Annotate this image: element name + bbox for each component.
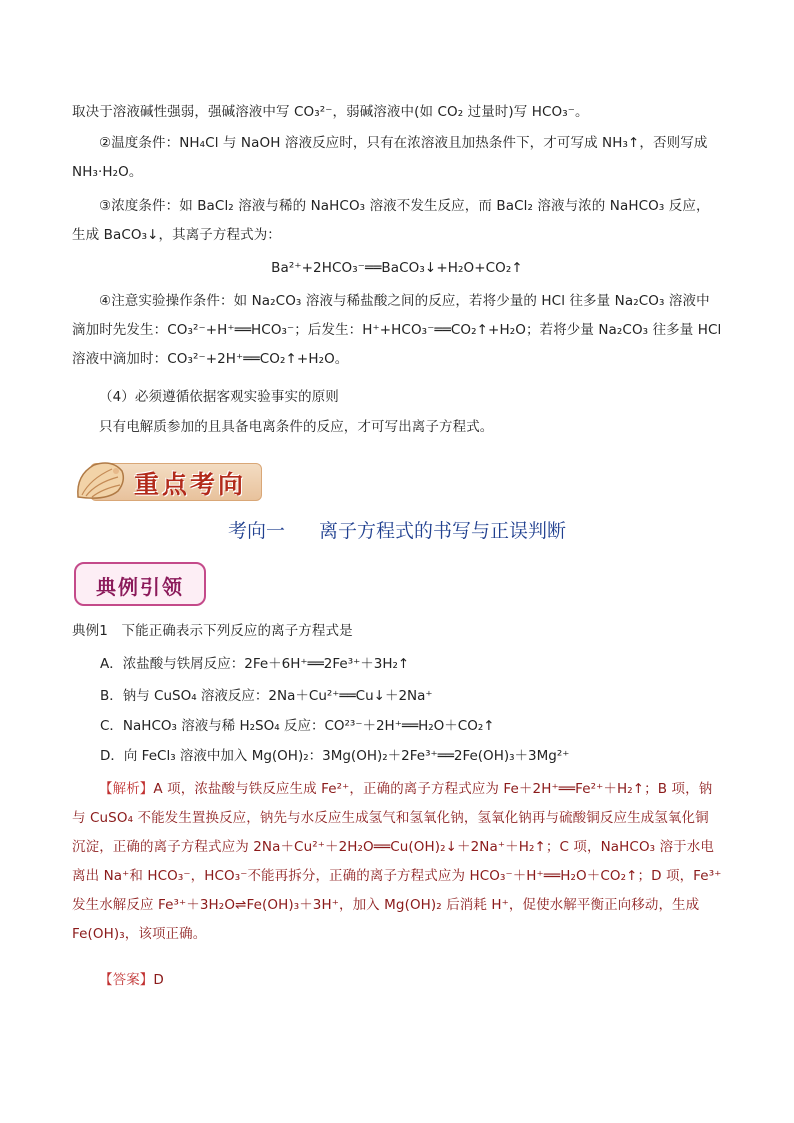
temperature-condition: ②温度条件：NH₄Cl 与 NaOH 溶液反应时，只有在浓溶液且加热条件下，才可写成 NH₃↑，否则写成 NH₃·H₂O。 [72, 135, 708, 180]
answer-value: D [153, 972, 164, 988]
example-question: 典例1 下能正确表示下列反应的离子方程式是 [72, 623, 353, 639]
intro-line: 取决于溶液碱性强弱，强碱溶液中写 CO₃²⁻，弱碱溶液中(如 CO₂ 过量时)写 HCO₃⁻。 [72, 104, 589, 120]
option-c: C．NaHCO₃ 溶液与稀 H₂SO₄ 反应：CO²³⁻＋2H⁺══H₂O＋CO₂↑ [100, 718, 495, 734]
option-d: D．向 FeCl₃ 溶液中加入 Mg(OH)₂：3Mg(OH)₂＋2Fe³⁺══2Fe(OH)₃＋3Mg²⁺ [100, 748, 570, 764]
concentration-condition: ③浓度条件：如 BaCl₂ 溶液与稀的 NaHCO₃ 溶液不发生反应，而 BaCl₂ 溶液与浓的 NaHCO₃ 反应，生成 BaCO₃↓，其离子方程式为： [72, 198, 710, 243]
concentration-equation: Ba²⁺+2HCO₃⁻══BaCO₃↓+H₂O+CO₂↑ [271, 260, 523, 276]
answer-line [72, 966, 722, 995]
banner-title: 重点考向 [134, 470, 247, 499]
answer-tag: 【答案】 [99, 972, 154, 988]
section-heading [0, 516, 794, 543]
rule-4-heading: （4）必须遵循依据客观实验事实的原则 [99, 389, 339, 405]
option-a: A．浓盐酸与铁屑反应：2Fe＋6H⁺══2Fe³⁺＋3H₂↑ [100, 656, 410, 672]
section-title: 离子方程式的书写与正误判断 [319, 520, 567, 542]
seashell-icon [72, 457, 128, 505]
key-direction-banner [72, 455, 264, 507]
rule-4-description: 只有电解质参加的且具备电离条件的反应，才可写出离子方程式。 [99, 419, 494, 435]
badge-title: 典例引领 [96, 575, 184, 599]
analysis-tag: 【解析】 [99, 781, 154, 797]
analysis-text: A 项，浓盐酸与铁反应生成 Fe²⁺，正确的离子方程式应为 Fe＋2H⁺══Fe²⁺＋H₂↑；B 项，钠与 CuSO₄ 不能发生置换反应，钠先与水反应生成氢气和氢氧化钠，氢氧化钠再与硫酸铜反应生成氢氧化铜沉淀，正确的离子方程式应为 2Na＋Cu²⁺＋2H₂O══Cu(OH)₂↓＋2Na⁺＋H₂↑；C 项，NaHCO₃ 溶于水电离出 Na⁺和 HCO₃⁻，HCO₃⁻不能再拆分，正确的离子方程式应为 HCO₃⁻＋H⁺══H₂O＋CO₂↑；D 项，Fe³⁺发生水解反应 Fe³⁺＋3H₂O⇌Fe(OH)₃＋3H⁺，加入 Mg(OH)₂ 后消耗 H⁺，促使水解平衡正向移动，生成 Fe(OH)₃，该项正确。 [72, 781, 722, 942]
option-b: B．钠与 CuSO₄ 溶液反应：2Na＋Cu²⁺══Cu↓＋2Na⁺ [100, 688, 433, 704]
section-number: 考向一 [227, 520, 285, 542]
analysis-paragraph [72, 775, 722, 949]
example-badge [74, 562, 206, 606]
operation-condition: ④注意实验操作条件：如 Na₂CO₃ 溶液与稀盐酸之间的反应，若将少量的 HCl 往多量 Na₂CO₃ 溶液中滴加时先发生：CO₃²⁻+H⁺══HCO₃⁻；后发生：H⁺+HCO₃⁻══CO₂↑+H₂O；若将少量 Na₂CO₃ 往多量 HCl 溶液中滴加时：CO₃²⁻+2H⁺══CO₂↑+H₂O。 [72, 293, 722, 367]
